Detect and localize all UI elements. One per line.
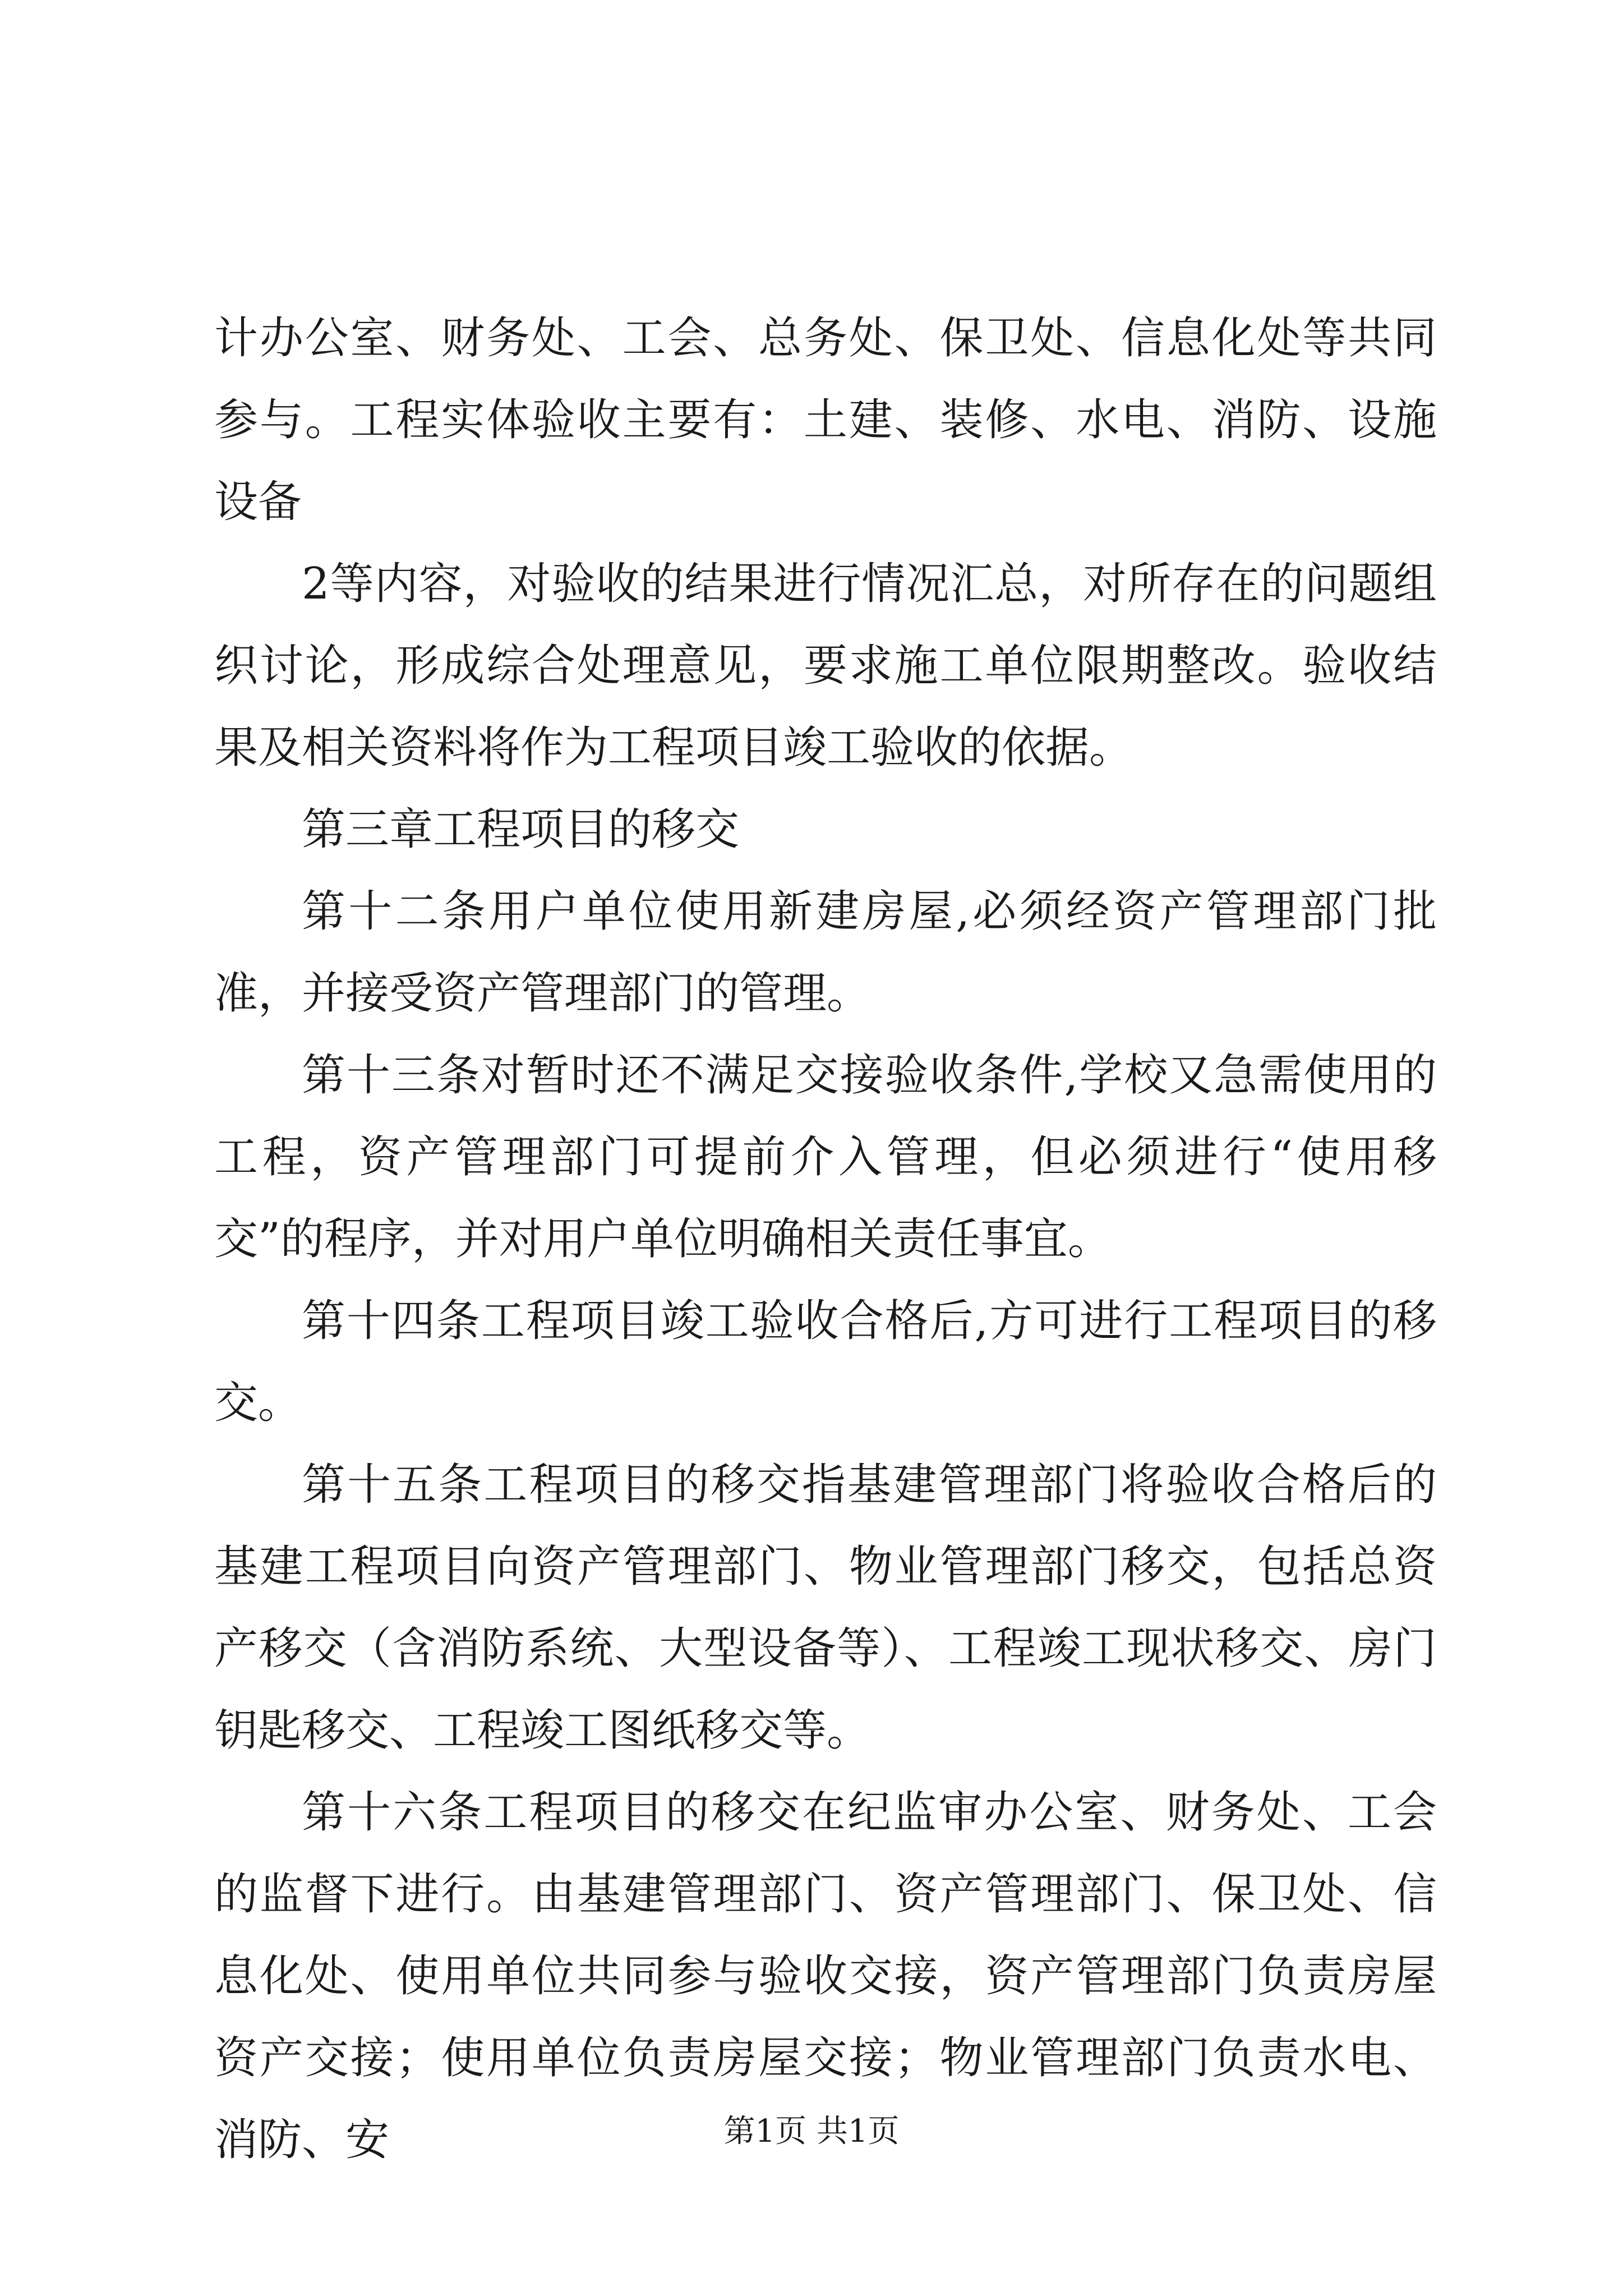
page-footer: 第1页 共1页 xyxy=(723,2113,900,2150)
document-body xyxy=(214,297,1437,2181)
article-16: 第十六条工程项目的移交在纪监审办公室、财务处、工会的监督下进行。由基建管理部门、资产管理部门、保卫处、信息化处、使用单位共同参与验收交接，资产管理部门负责房屋资产交接；使用单位负责房屋交接；物业管理部门负责水电、消防、安 xyxy=(214,1787,1437,2165)
article-13: 第十三条对暂时还不满足交接验收条件,学校又急需使用的工程，资产管理部门可提前介入管理，但必须进行“使用移交”的程序，并对用户单位明确相关责任事宜。 xyxy=(214,1050,1437,1264)
article-15: 第十五条工程项目的移交指基建管理部门将验收合格后的基建工程项目向资产管理部门、物业管理部门移交，包括总资产移交（含消防系统、大型设备等）、工程竣工现状移交、房门钥匙移交、工程竣工图纸移交等。 xyxy=(214,1460,1437,1756)
paragraph-1: 计办公室、财务处、工会、总务处、保卫处、信息化处等共同参与。工程实体验收主要有：土建、装修、水电、消防、设施设备 xyxy=(214,313,1437,527)
chapter-heading: 第三章工程项目的移交 xyxy=(302,804,740,855)
paragraph-2: 2等内容，对验收的结果进行情况汇总，对所存在的问题组织讨论，形成综合处理意见，要求施工单位限期整改。验收结果及相关资料将作为工程项目竣工验收的依据。 xyxy=(214,559,1437,773)
article-12: 第十二条用户单位使用新建房屋,必须经资产管理部门批准，并接受资产管理部门的管理。 xyxy=(214,886,1437,1019)
article-14: 第十四条工程项目竣工验收合格后,方可进行工程项目的移交。 xyxy=(214,1296,1437,1428)
